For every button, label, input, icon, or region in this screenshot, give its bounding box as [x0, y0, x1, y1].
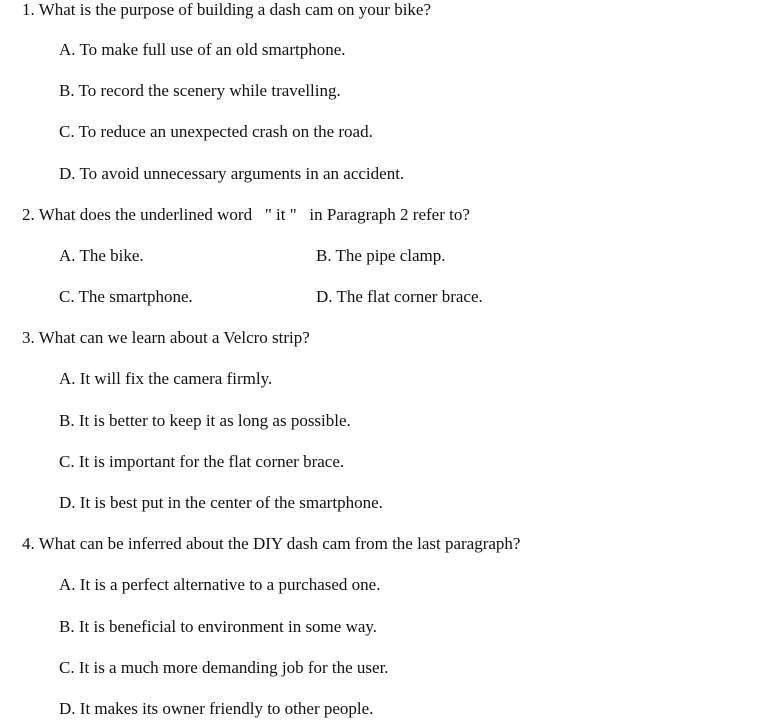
question-4-option-d[interactable]: D. It makes its owner friendly to other people.	[59, 699, 374, 718]
question-1-option-c[interactable]: C. To reduce an unexpected crash on the road.	[59, 122, 373, 141]
question-3-option-a[interactable]: A. It will fix the camera firmly.	[59, 369, 273, 388]
question-3-stem: 3. What can we learn about a Velcro strip?	[22, 328, 310, 347]
question-1-option-a[interactable]: A. To make full use of an old smartphone.	[59, 40, 346, 59]
question-4-option-c[interactable]: C. It is a much more demanding job for the user.	[59, 658, 389, 677]
question-2-option-b[interactable]: B. The pipe clamp.	[316, 246, 446, 265]
question-1-option-d[interactable]: D. To avoid unnecessary arguments in an accident.	[59, 164, 405, 183]
question-2-stem: 2. What does the underlined word " it " in Paragraph 2 refer to?	[22, 205, 470, 224]
question-3-option-c[interactable]: C. It is important for the flat corner brace.	[59, 452, 345, 471]
question-4-option-b[interactable]: B. It is beneficial to environment in some way.	[59, 617, 378, 636]
question-1-option-b[interactable]: B. To record the scenery while travelling.	[59, 81, 341, 100]
question-1-stem: 1. What is the purpose of building a dash cam on your bike?	[22, 0, 432, 19]
question-3-option-d[interactable]: D. It is best put in the center of the smartphone.	[59, 493, 383, 512]
question-4-stem: 4. What can be inferred about the DIY dash cam from the last paragraph?	[22, 534, 521, 553]
question-3-option-b[interactable]: B. It is better to keep it as long as possible.	[59, 411, 351, 430]
question-2-option-c[interactable]: C. The smartphone.	[59, 287, 193, 306]
question-2-option-d[interactable]: D. The flat corner brace.	[316, 287, 483, 306]
question-2-option-a[interactable]: A. The bike.	[59, 246, 144, 265]
question-4-option-a[interactable]: A. It is a perfect alternative to a purchased one.	[59, 575, 381, 594]
